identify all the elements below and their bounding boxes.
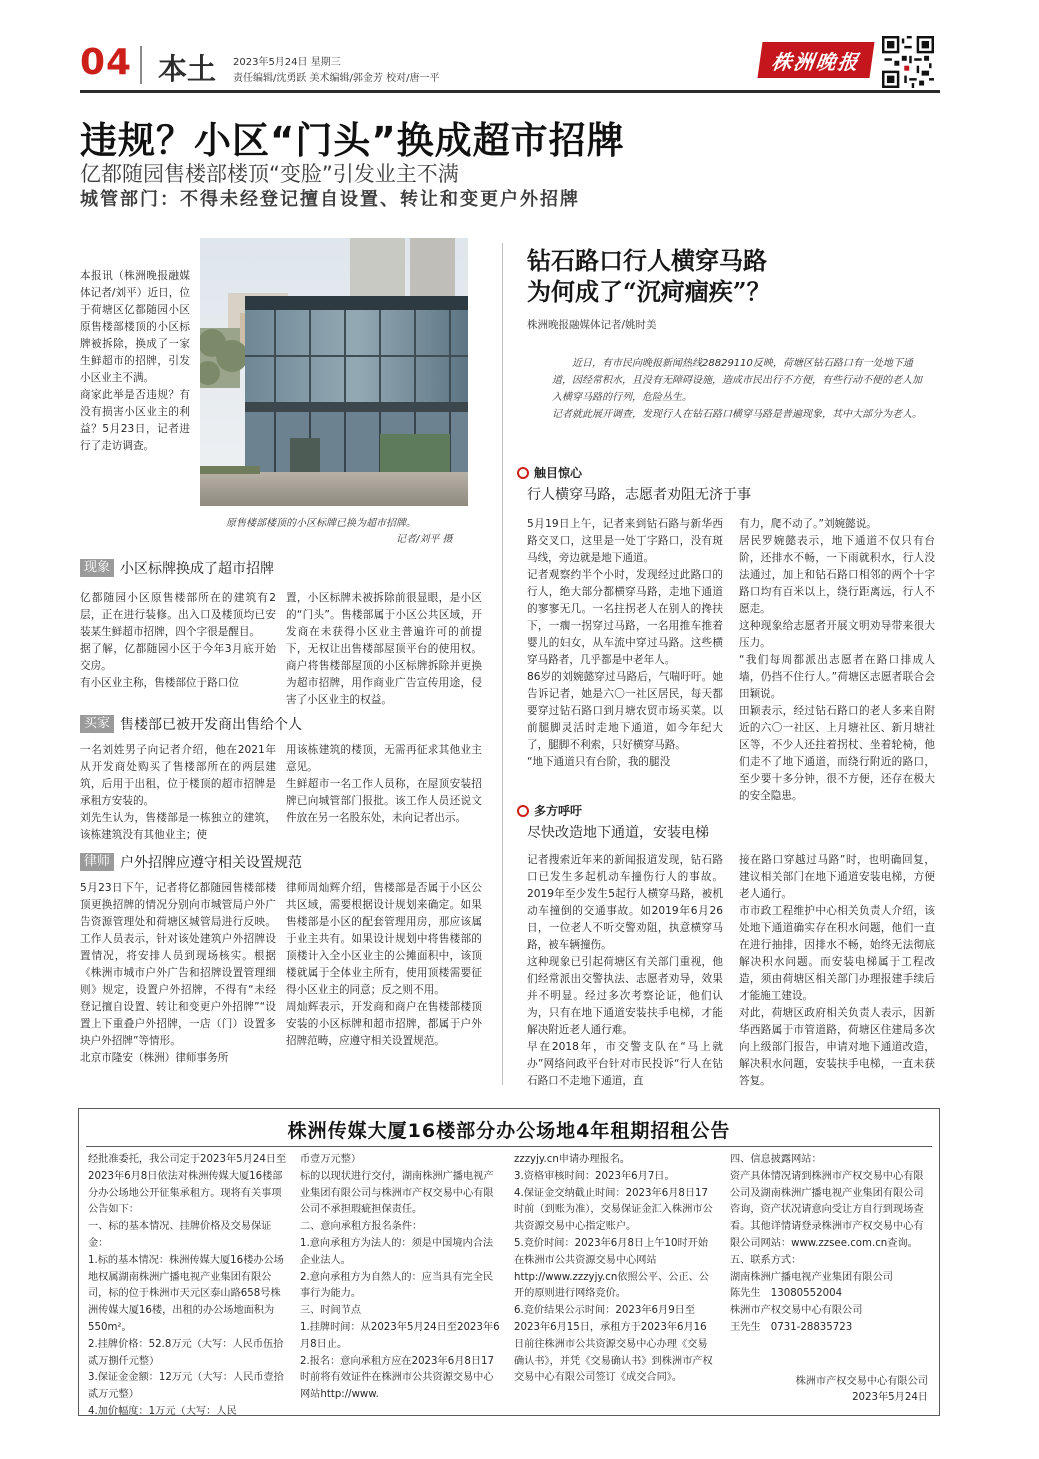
- newspaper-logo: 株洲晚报: [757, 42, 874, 78]
- notice-signature-date: 2023年5月24日: [852, 1392, 928, 1403]
- rental-notice-rule: [86, 1146, 932, 1147]
- right-article-title: [527, 245, 771, 307]
- photo-credit: 记者/刘平 摄: [396, 534, 453, 545]
- building-photo: [200, 238, 468, 506]
- notice-column-4: 四、信息披露网站： 资产具体情况请到株洲市产权交易中心有限公司及湖南株洲广播电视产业集团有限公司咨询，资产状况请意向受让方自行到现场查看。其他详情请登录株洲市产权交易中心有限公司网站：www.zzsee.com.cn查询。 五、联系方式： 湖南株洲广播电视产业集团有限公司 陈先生 13080552004 株洲市产权交易中心有限公司 王先生 0731-28835723: [730, 1154, 924, 1333]
- section-tag: 买家: [80, 715, 114, 733]
- section-2-column-2: 用该栋建筑的楼顶，无需再征求其他业主意见。 生鲜超市一名工作人员称，在屋顶安装招牌已向城管部门报批。该工作人员还说文件放在另一名股东处，未向记者出示。: [286, 744, 482, 824]
- section-name: 本土: [158, 52, 217, 86]
- right-article-byline: 株洲晚报融媒体记者/姚时美: [527, 319, 657, 331]
- header-divider: [140, 46, 142, 84]
- section-title: 小区标牌换成了超市招牌: [120, 561, 275, 577]
- subheadline-2: 城管部门：不得未经登记擅自设置、转让和变更户外招牌: [80, 189, 580, 210]
- right-section-1-column-2: 有力，爬不动了。”刘婉懿说。 居民罗婉懿表示，地下通道不仅只有台阶，还排水不畅，一下雨就积水，行人没法通过，加上和钻石路口相邻的两个十字路口均有百米以上，绕行距离远，行人不愿走。 这种现象给志愿者开展文明劝导带来很大压力。 “我们每周都派出志愿者在路口排成人墙，仍挡不住行人。”荷塘区志愿者联合会田颖说。 田颖表示，经过钻石路口的老人多来自附近的六〇一社区、上月塘社区、新月塘社区等，不少人还拄着拐杖、坐着轮椅，他们走不了地下通道，而绕行附近的路口，至少要十多分钟，很不方便，还存在极大的安全隐患。: [739, 518, 935, 802]
- section-2-column-1: 一名刘姓男子向记者介绍，他在2021年从开发商处购买了售楼部所在的两层建筑，后用于出租，位于楼顶的超市招牌是承租方安装的。 刘先生认为，售楼部是一栋独立的建筑，该栋建筑没有其他业主；使: [80, 744, 276, 841]
- page-number: 04: [80, 42, 133, 83]
- right-article-lead: 近日，有市民向晚报新闻热线28829110反映，荷塘区钻石路口有一处地下通道，因经常积水，且没有无障碍设施，造成市民出行不方便，有些行动不便的老人加入横穿马路的行列，危险丛生。 记者就此展开调查，发现行人在钻石路口横穿马路是普遍现象，其中大部分为老人。: [552, 358, 922, 420]
- left-article-lead: 本报讯（株洲晚报融媒体记者/刘平）近日，位于荷塘区亿都随园小区原售楼部楼顶的小区标牌被拆除，换成了一家生鲜超市的招牌，引发小区业主不满。 商家此举是否违规？有没有损害小区业主的利益？5月23日，记者进行了走访调查。: [80, 270, 190, 452]
- right-title-line-2: 为何成了“沉疴痼疾”？: [527, 277, 771, 306]
- bullet-dot-icon: [517, 467, 529, 479]
- notice-signature-org: 株洲市产权交易中心有限公司: [795, 1376, 928, 1387]
- notice-column-2: 币壹万元整） 标的以现状进行交付，湖南株洲广播电视产业集团有限公司与株洲市产权交易中心有限公司不承担瑕疵担保责任。 二、意向承租方报名条件： 1.意向承租方为法人的：须是中国境内合法企业法人。 2.意向承租方为自然人的：应当具有完全民事行为能力。 三、时间节点 1.挂牌时间：从2023年5月24日至2023年6月8日止。 2.报名：意向承租方应在2023年6月8日17时前将有效证件在株洲市公共资源交易中心网站http://www.: [300, 1154, 500, 1401]
- right-section-2-heading: 尽快改造地下通道，安装电梯: [527, 825, 709, 841]
- section-heading-lawyer: [80, 852, 302, 872]
- section-tag: 律师: [80, 853, 114, 871]
- section-title: 户外招牌应遵守相关设置规范: [120, 855, 303, 871]
- right-title-line-1: 钻石路口行人横穿马路: [527, 246, 767, 275]
- issue-date: 2023年5月24日 星期三: [233, 57, 341, 68]
- section-heading-buyer: [80, 714, 302, 734]
- section-tag: 现象: [80, 559, 114, 577]
- bullet-dot-icon: [517, 805, 529, 817]
- section-1-column-2: 置，小区标牌未被拆除前很显眼，是小区的“门头”。售楼部属于小区公共区域，开发商在未获得小区业主普遍许可的前提下，无权让出售楼部屋顶平台的使用权。商户将售楼部屋顶的小区标牌拆除并更换为超市招牌，用作商业广告宣传用途，侵害了小区业主的权益。: [286, 592, 482, 706]
- notice-column-1: 经批准委托，我公司定于2023年5月24日至2023年6月8日依法对株洲传媒大厦16楼部分办公场地公开征集承租方。现将有关事项公告如下： 一、标的基本情况、挂牌价格及交易保证金： 1.标的基本情况：株洲传媒大厦16楼办公场地权属湖南株洲广播电视产业集团有限公司，标的位于株洲市天元区泰山路658号株洲传媒大厦16楼，出租的办公场地面积为550m²。 2.挂牌价格：52.8万元（大写：人民币伍拾贰万捌仟元整） 3.保证金金额：12万元（大写：人民币壹拾贰万元整） 4.加价幅度：1万元（大写：人民: [88, 1154, 287, 1417]
- right-section-2-column-1: 记者搜索近年来的新闻报道发现，钻石路口已发生多起机动车撞伤行人的事故。2019年至少发生5起行人横穿马路，被机动车撞倒的交通事故。如2019年6月26日，一位老人不听交警劝阻，执意横穿马路，被车辆撞伤。 这种现象已引起荷塘区有关部门重视，他们经常派出交警执法、志愿者劝导，效果并不明显。经过多次考察论证，他们认为，只有在地下通道安装扶手电梯，才能解决附近老人通行难。 早在2018年，市交警支队在“马上就办”网络问政平台针对市民投诉“行人在钻石路口不走地下通道，直: [527, 854, 723, 1087]
- right-section-2-tag: [517, 802, 582, 819]
- column-divider: [502, 243, 503, 1085]
- qr-code-icon: [880, 36, 936, 88]
- right-section-1-column-1: 5月19日上午，记者来到钻石路与新华西路交叉口，这里是一处丁字路口，没有斑马线，旁边就是地下通道。 记者观察约半个小时，发现经过此路口的行人，绝大部分都横穿马路，走地下通道的寥寥无几。一名拄拐老人在别人的搀扶下，一瘸一拐穿过马路，一名用推车推着婴儿的妇女，从车流中穿过马路。这些横穿马路者，几乎都是中老年人。 86岁的刘婉懿穿过马路后，气喘吁吁。她告诉记者，她是六〇一社区居民，每天都要穿过钻石路口到月塘农贸市场买菜。以前腿脚灵活时走地下通道，如今年纪大了，腿脚不利索，只好横穿马路。 “地下通道只有台阶，我的腿没: [527, 518, 723, 768]
- photo-caption: 原售楼部楼顶的小区标牌已换为超市招牌。: [226, 518, 416, 529]
- section-3-column-1: 5月23日下午，记者将亿都随园售楼部楼顶更换招牌的情况分别向市城管局户外广告资源管理处和荷塘区城管局进行反映。工作人员表示，针对该处建筑户外招牌设置情况，将安排人员到现场核实。根据《株洲市城市户外广告和招牌设置管理细则》规定，设置户外招牌，不得有“未经登记擅自设置、转让和变更户外招牌”“设置上下重叠户外招牌，一店（门）设置多块户外招牌”等情形。 北京市隆安（株洲）律师事务所: [80, 882, 276, 1064]
- rental-notice-title: 株洲传媒大厦16楼部分办公场地4年租期招租公告: [287, 1120, 731, 1142]
- subheadline-1: 亿都随园售楼部楼顶“变脸”引发业主不满: [80, 162, 459, 186]
- right-section-1-heading: 行人横穿马路，志愿者劝阻无济于事: [527, 487, 751, 503]
- section-1-column-1: 亿都随园小区原售楼部所在的建筑有2层，正在进行装修。出入口及楼顶均已安装某生鲜超市招牌，四个字很是醒目。 据了解，亿都随园小区于今年3月底开始交房。 有小区业主称，售楼部位于路口位: [80, 592, 276, 689]
- right-section-2-column-2: 接在路口穿越过马路”时，也明确回复，建议相关部门在地下通道安装电梯，方便老人通行。 市市政工程维护中心相关负责人介绍，该处地下通道确实存在积水问题，他们一直在进行抽排，因排水不畅，始终无法彻底解决积水问题。而安装电梯属于工程改造，须由荷塘区相关部门办理报建手续后才能施工建设。 对此，荷塘区政府相关负责人表示，因新华西路属于市管道路，荷塘区住建局多次向上级部门报告，申请对地下通道改造，解决积水问题，安装扶手电梯，一直未获答复。: [739, 854, 935, 1087]
- tag-label: 多方呼吁: [534, 804, 583, 818]
- editors-line: 责任编辑/沈勇跃 美术编辑/郭金芳 校对/唐一平: [233, 73, 440, 84]
- tag-label: 触目惊心: [534, 466, 583, 480]
- section-title: 售楼部已被开发商出售给个人: [120, 717, 303, 733]
- header-rule: [80, 90, 940, 93]
- right-section-1-tag: [517, 464, 582, 481]
- section-heading-phenomenon: [80, 558, 274, 578]
- main-headline: 违规？小区“门头”换成超市招牌: [80, 119, 625, 162]
- section-3-column-2: 律师周灿辉介绍，售楼部是否属于小区公共区域，需要根据设计规划来确定。如果售楼部是小区的配套管理用房，那应该属于业主共有。如果设计规划中将售楼部的顶楼计入全小区业主的公摊面积中，该顶楼就属于全体业主所有，使用顶楼需要征得小区业主的同意；反之则不用。 周灿辉表示，开发商和商户在售楼部楼顶安装的小区标牌和超市招牌，都属于户外招牌范畴，应遵守相关设置规范。: [286, 882, 482, 1047]
- notice-column-3: zzzyjy.cn申请办理报名。 3.资格审核时间：2023年6月7日。 4.保证金交纳截止时间：2023年6月8日17时前（到账为准），交易保证金汇入株洲市公共资源交易中心指定账户。 5.竞价时间：2023年6月8日上午10时开始在株洲市公共资源交易中心网站http://www.zzzyjy.cn依照公平、公正、公开的原则进行网络竞价。 6.竞价结果公示时间：2023年6月9日至2023年6月15日，承租方于2023年6月16日前往株洲市公共资源交易中心办理《交易确认书》，并凭《交易确认书》到株洲市产权交易中心有限公司签订《成交合同》。: [514, 1154, 713, 1384]
